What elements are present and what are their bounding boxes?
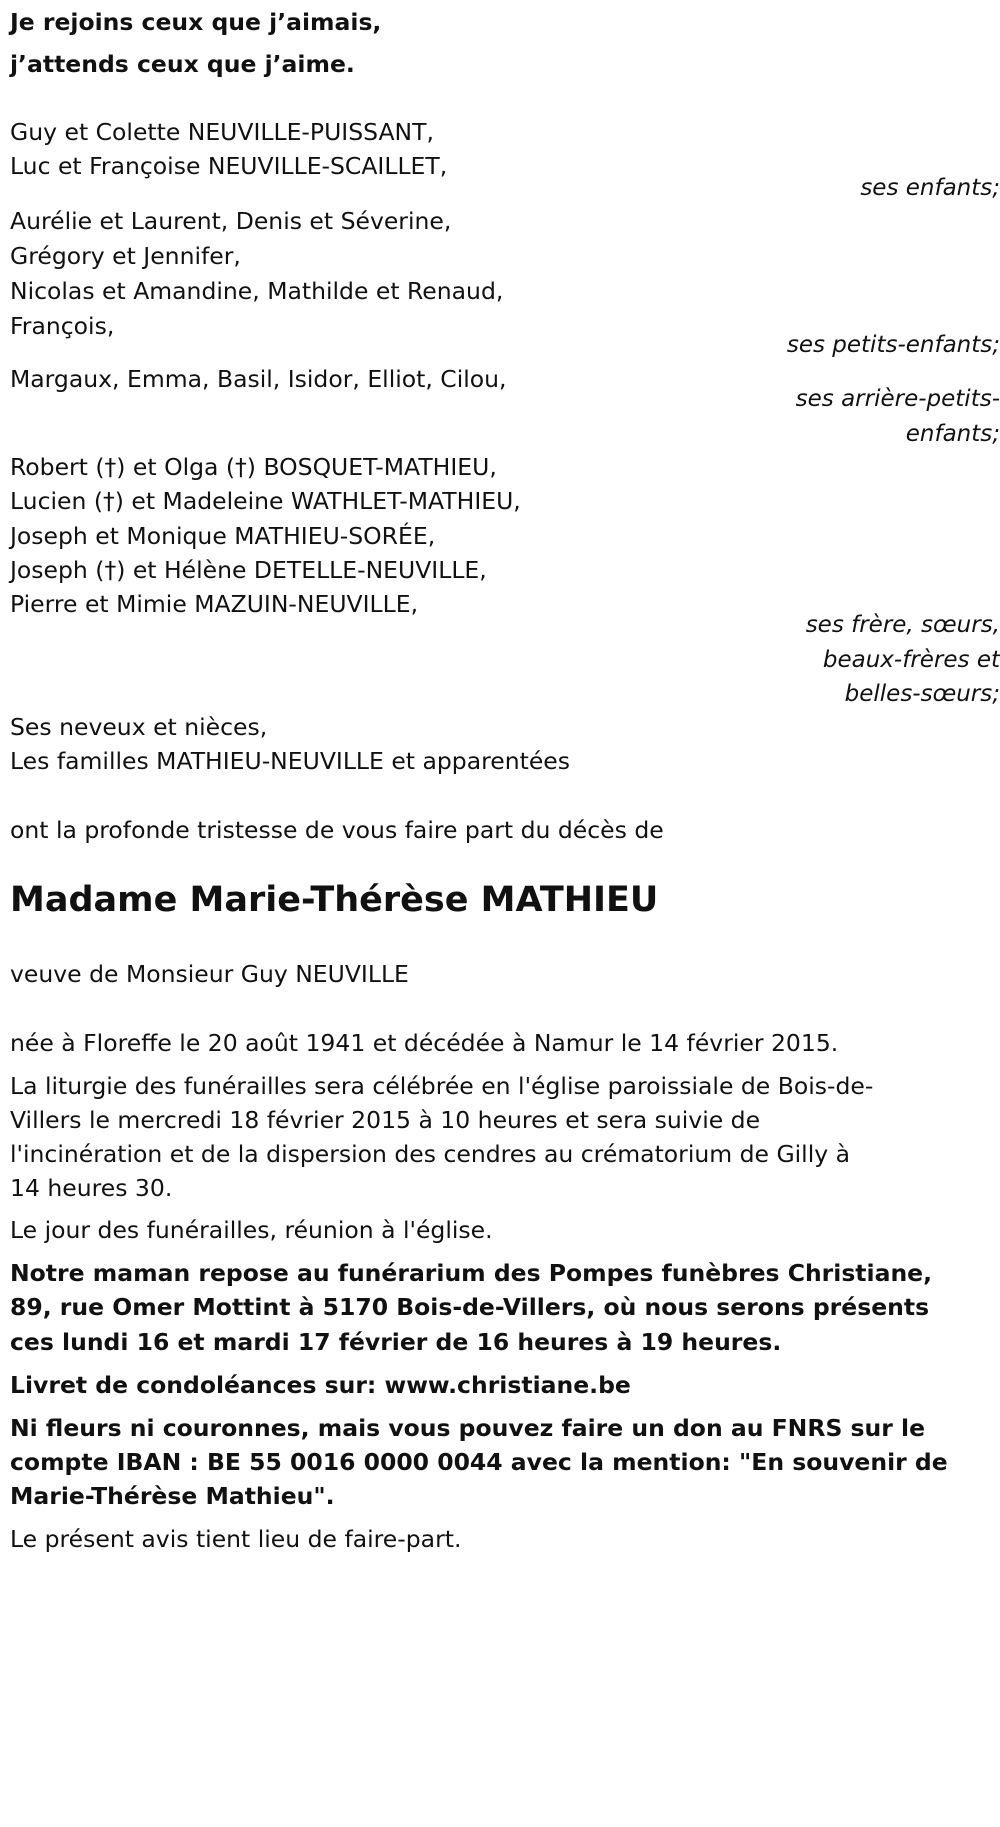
widow-of: veuve de Monsieur Guy NEUVILLE [10,960,409,988]
siblings-role-line-2: beaux-frères et [822,647,1000,673]
closing: Le présent avis tient lieu de faire-part. [10,1525,462,1553]
siblings-name-5: Pierre et Mimie MAZUIN-NEUVILLE, [10,590,419,618]
siblings-name-1: Robert (†) et Olga (†) BOSQUET-MATHIEU, [10,453,497,481]
children-name-1: Guy et Colette NEUVILLE-PUISSANT, [10,118,434,146]
others-line-2: Les familles MATHIEU-NEUVILLE et apparentées [10,747,570,775]
grandchildren-name-2: Grégory et Jennifer, [10,242,241,270]
others-line-1: Ses neveux et nièces, [10,713,268,741]
grandchildren-name-4: François, [10,312,115,340]
liturgy-line-4: 14 heures 30. [10,1174,173,1202]
epigraph-line-1: Je rejoins ceux que j’aimais, [10,8,382,36]
epigraph-line-2: j’attends ceux que j’aime. [10,50,355,78]
great-grandchildren-role-line-1: ses arrière-petits- [795,386,1000,412]
siblings-role-line-3: belles-sœurs; [844,681,1000,707]
children-name-2: Luc et Françoise NEUVILLE-SCAILLET, [10,152,448,180]
funeral-home-line-3: ces lundi 16 et mardi 17 février de 16 heures à 19 heures. [10,1328,782,1356]
children-role: ses enfants; [860,175,1000,201]
announcement: ont la profonde tristesse de vous faire part du décès de [10,816,664,844]
birth-death: née à Floreffe le 20 août 1941 et décédée à Namur le 14 février 2015. [10,1029,839,1057]
condolences: Livret de condoléances sur: www.christiane.be [10,1371,631,1399]
funeral-home-line-2: 89, rue Omer Mottint à 5170 Bois-de-Villers, où nous serons présents [10,1293,930,1321]
great-grandchildren-role-line-2: enfants; [905,421,1000,447]
liturgy-line-2: Villers le mercredi 18 février 2015 à 10 heures et sera suivie de [10,1106,761,1134]
liturgy-line-3: l'incinération et de la dispersion des cendres au crématorium de Gilly à [10,1140,851,1168]
funeral-home-line-1: Notre maman repose au funérarium des Pompes funèbres Christiane, [10,1259,933,1287]
liturgy-line-1: La liturgie des funérailles sera célébrée en l'église paroissiale de Bois-de- [10,1072,874,1100]
great-grandchildren-names: Margaux, Emma, Basil, Isidor, Elliot, Cilou, [10,365,507,393]
siblings-role-line-1: ses frère, sœurs, [805,612,1000,638]
siblings-name-2: Lucien (†) et Madeleine WATHLET-MATHIEU, [10,487,521,515]
siblings-name-4: Joseph (†) et Hélène DETELLE-NEUVILLE, [10,556,487,584]
siblings-name-3: Joseph et Monique MATHIEU-SORÉE, [10,522,436,550]
grandchildren-name-1: Aurélie et Laurent, Denis et Séverine, [10,207,452,235]
meeting: Le jour des funérailles, réunion à l'église. [10,1216,493,1244]
donation-line-3: Marie-Thérèse Mathieu". [10,1482,335,1510]
deceased-name: Madame Marie-Thérèse MATHIEU [10,880,659,920]
donation-line-1: Ni fleurs ni couronnes, mais vous pouvez faire un don au FNRS sur le [10,1414,926,1442]
grandchildren-name-3: Nicolas et Amandine, Mathilde et Renaud, [10,277,504,305]
donation-line-2: compte IBAN : BE 55 0016 0000 0044 avec la mention: "En souvenir de [10,1448,948,1476]
grandchildren-role: ses petits-enfants; [786,332,1000,358]
